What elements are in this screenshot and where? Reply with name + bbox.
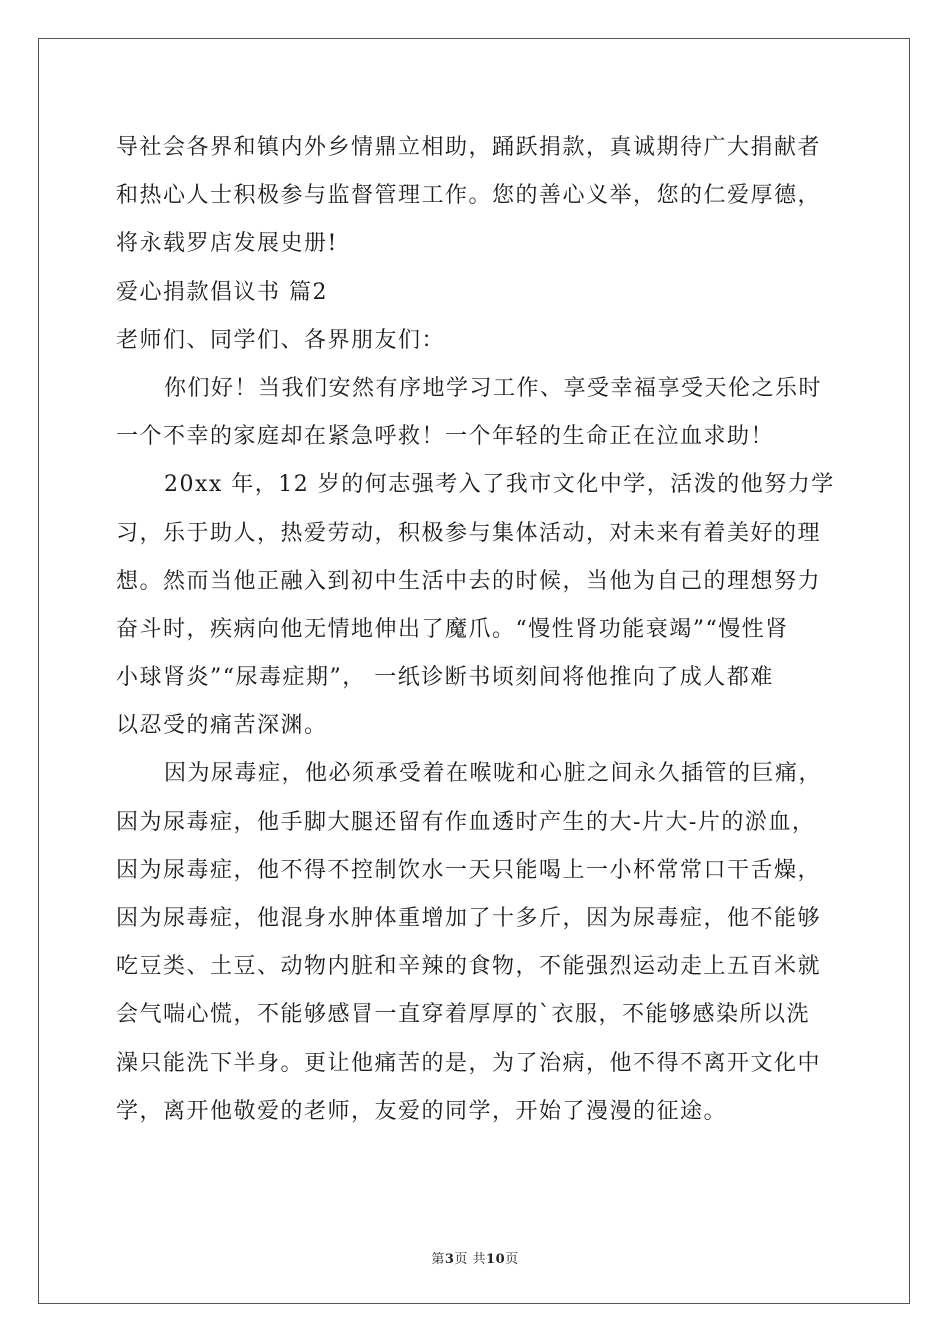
footer-middle: 页 共: [454, 1252, 487, 1267]
paragraph-line: 奋斗时，疾病向他无情地伸出了魔爪。“慢性肾功能衰竭”“慢性肾: [116, 616, 789, 642]
page-footer: [0, 1248, 950, 1267]
paragraph-line: 小球肾炎”“尿毒症期”， 一纸诊断书顷刻间将他推向了成人都难: [116, 665, 774, 691]
paragraph-line: 因为尿毒症，他必须承受着在喉咙和心脏之间永久插管的巨痛，: [164, 761, 823, 787]
paragraph-line: 和热心人士积极参与监督管理工作。您的善心义举，您的仁爱厚德，: [116, 183, 822, 209]
document-body: [116, 124, 836, 1136]
paragraph-line: 学，离开他敬爱的老师，友爱的同学，开始了漫漫的征途。: [116, 1098, 728, 1124]
paragraph-line: 因为尿毒症，他手脚大腿还留有作血透时产生的大-片大-片的淤血，: [116, 809, 816, 835]
paragraph-line: 20xx 年，12 岁的何志强考入了我市文化中学，活泼的他努力学: [164, 472, 835, 498]
paragraph-line: 吃豆类、土豆、动物内脏和辛辣的食物，不能强烈运动走上五百米就: [116, 954, 822, 980]
paragraph-line: 导社会各界和镇内外乡情鼎立相助，踊跃捐款，真诚期待广大捐献者: [116, 135, 822, 160]
paragraph-line: 将永载罗店发展史册!: [116, 231, 338, 257]
paragraph-line: 会气喘心慌，不能够感冒一直穿着厚厚的`衣服，不能够感染所以洗: [116, 1002, 811, 1028]
paragraph-line: 因为尿毒症，他混身水肿体重增加了十多斤，因为尿毒症，他不能够: [116, 906, 822, 931]
paragraph-line: 因为尿毒症，他不得不控制饮水一天只能喝上一小杯常常口干舌燥，: [116, 857, 822, 883]
footer-suffix: 页: [505, 1252, 519, 1267]
section-heading: 爱心捐款倡议书 篇2: [116, 279, 328, 305]
paragraph-line: 想。然而当他正融入到初中生活中去的时候，当他为自己的理想努力: [116, 568, 822, 594]
paragraph-line: 你们好！当我们安然有序地学习工作、享受幸福享受天伦之乐时: [164, 375, 823, 401]
salutation: 老师们、同学们、各界朋友们：: [116, 327, 446, 353]
footer-prefix: 第: [431, 1252, 445, 1267]
current-page-number: 3: [444, 1252, 455, 1267]
paragraph-line: 一个不幸的家庭却在紧急呼救！一个年轻的生命正在泣血求助！: [116, 424, 775, 450]
paragraph-line: 习，乐于助人，热爱劳动，积极参与集体活动，对未来有着美好的理: [116, 520, 822, 546]
total-page-count: 10: [486, 1252, 506, 1267]
paragraph-line: 澡只能洗下半身。更让他痛苦的是，为了治病，他不得不离开文化中: [116, 1050, 822, 1076]
paragraph-line: 以忍受的痛苦深渊。: [116, 713, 328, 739]
